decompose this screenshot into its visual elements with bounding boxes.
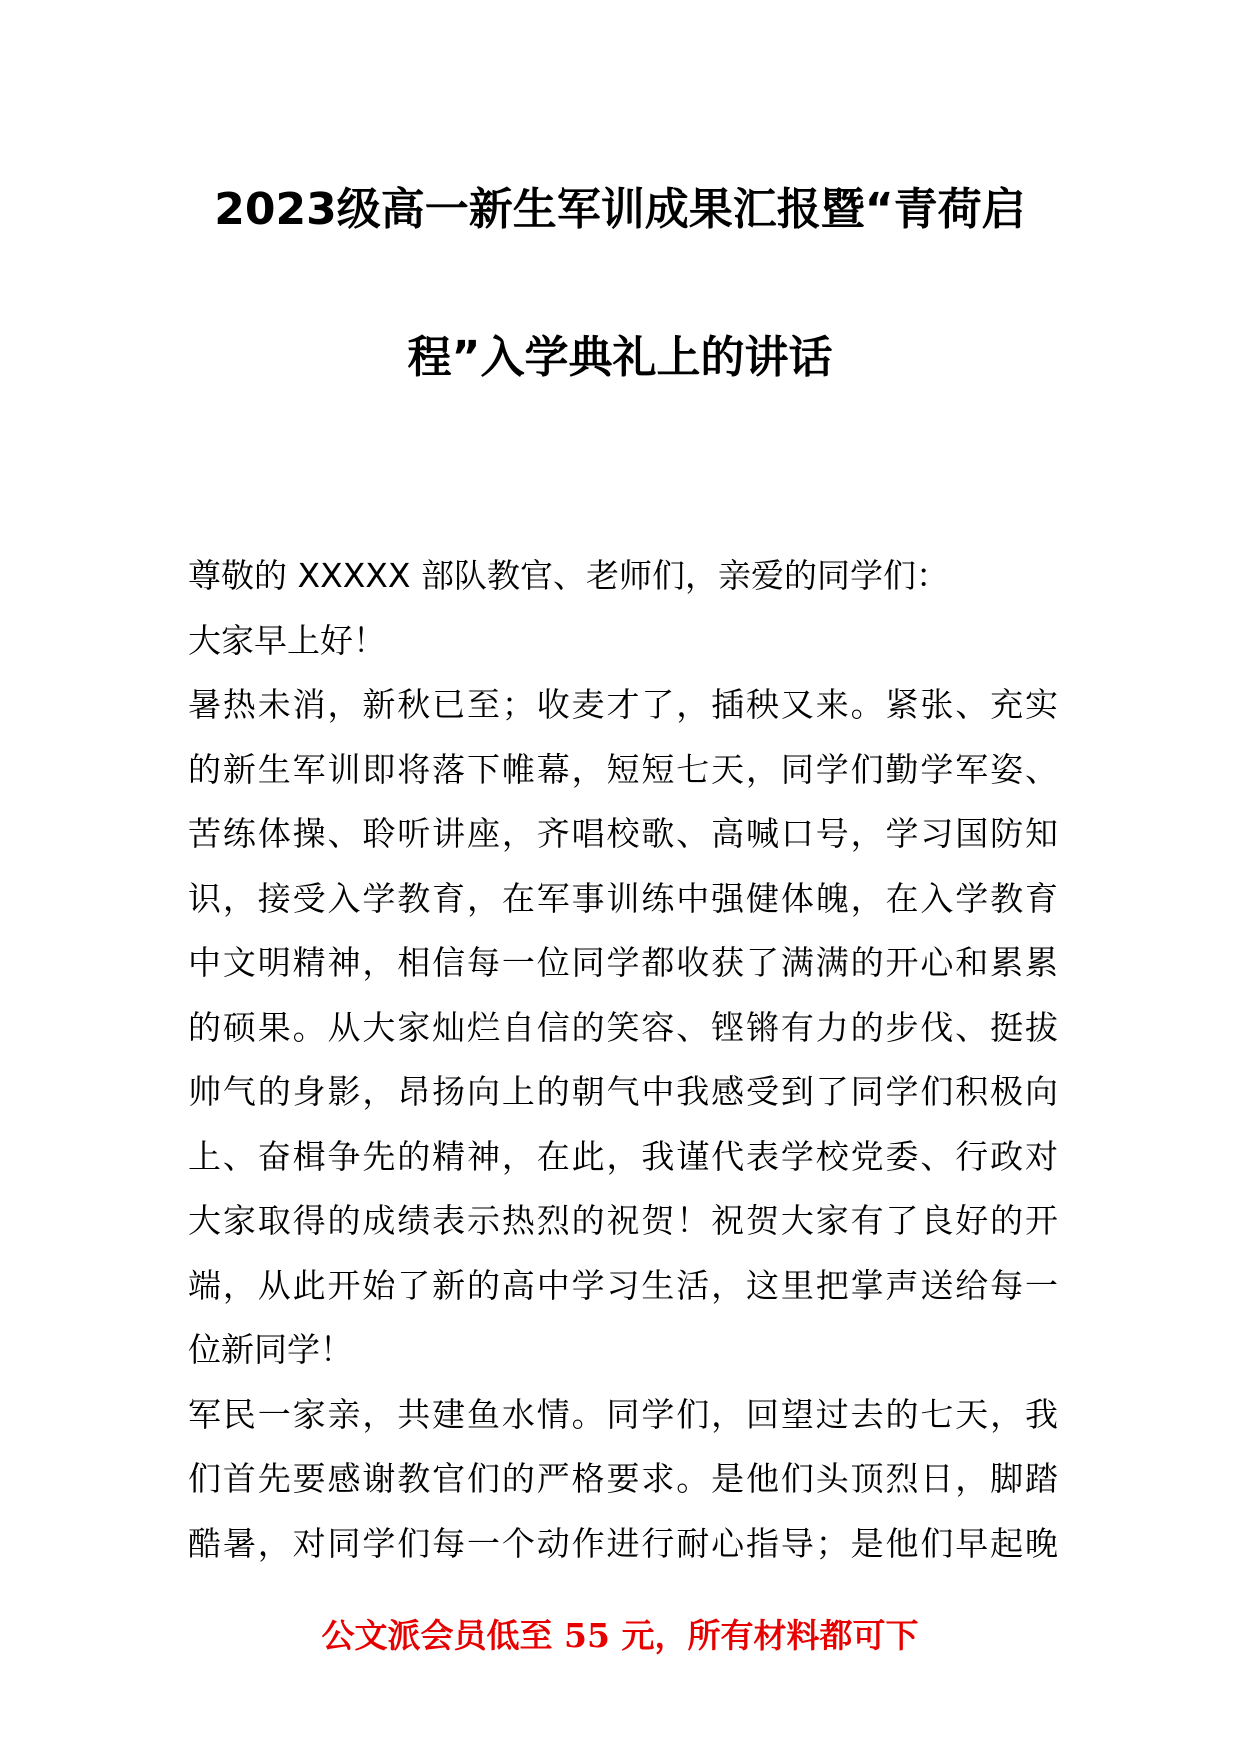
- body-line: 中文明精神，相信每一位同学都收获了满满的开心和累累: [188, 943, 1058, 982]
- speech-body: [188, 544, 1058, 1576]
- body-line: 大家取得的成绩表示热烈的祝贺！祝贺大家有了良好的开: [188, 1201, 1058, 1240]
- body-line: 军民一家亲，共建鱼水情。同学们，回望过去的七天，我: [188, 1394, 1058, 1434]
- body-line: 酷暑，对同学们每一个动作进行耐心指导；是他们早起晚: [188, 1523, 1058, 1563]
- body-line: 苦练体操、聆听讲座，齐唱校歌、高喊口号，学习国防知: [188, 814, 1058, 853]
- body-line: 大家早上好！: [188, 620, 386, 660]
- body-line: 帅气的身影，昂扬向上的朝气中我感受到了同学们积极向: [188, 1072, 1058, 1111]
- body-line: 位新同学！: [188, 1330, 353, 1369]
- document-title: [150, 180, 1090, 388]
- body-line: 上、奋楫争先的精神，在此，我谨代表学校党委、行政对: [188, 1136, 1058, 1176]
- title-line-1: 2023级高一新生军训成果汇报暨“青荷启: [214, 184, 1026, 235]
- body-line: 识，接受入学教育，在军事训练中强健体魄，在入学教育: [188, 878, 1058, 918]
- body-line: 的新生军训即将落下帷幕，短短七天，同学们勤学军姿、: [188, 749, 1058, 789]
- body-line: 端，从此开始了新的高中学习生活，这里把掌声送给每一: [188, 1265, 1058, 1305]
- body-line: 尊敬的 XXXXX 部队教官、老师们，亲爱的同学们：: [188, 556, 950, 595]
- body-line: 暑热未消，新秋已至；收麦才了，插秧又来。紧张、充实: [188, 685, 1058, 724]
- title-line-2: 程”入学典礼上的讲话: [407, 332, 833, 383]
- body-line: 们首先要感谢教官们的严格要求。是他们头顶烈日，脚踏: [188, 1459, 1058, 1498]
- body-line: 的硕果。从大家灿烂自信的笑容、铿锵有力的步伐、挺拔: [188, 1007, 1058, 1047]
- promo-footer: 公文派会员低至 55 元，所有材料都可下: [321, 1616, 919, 1655]
